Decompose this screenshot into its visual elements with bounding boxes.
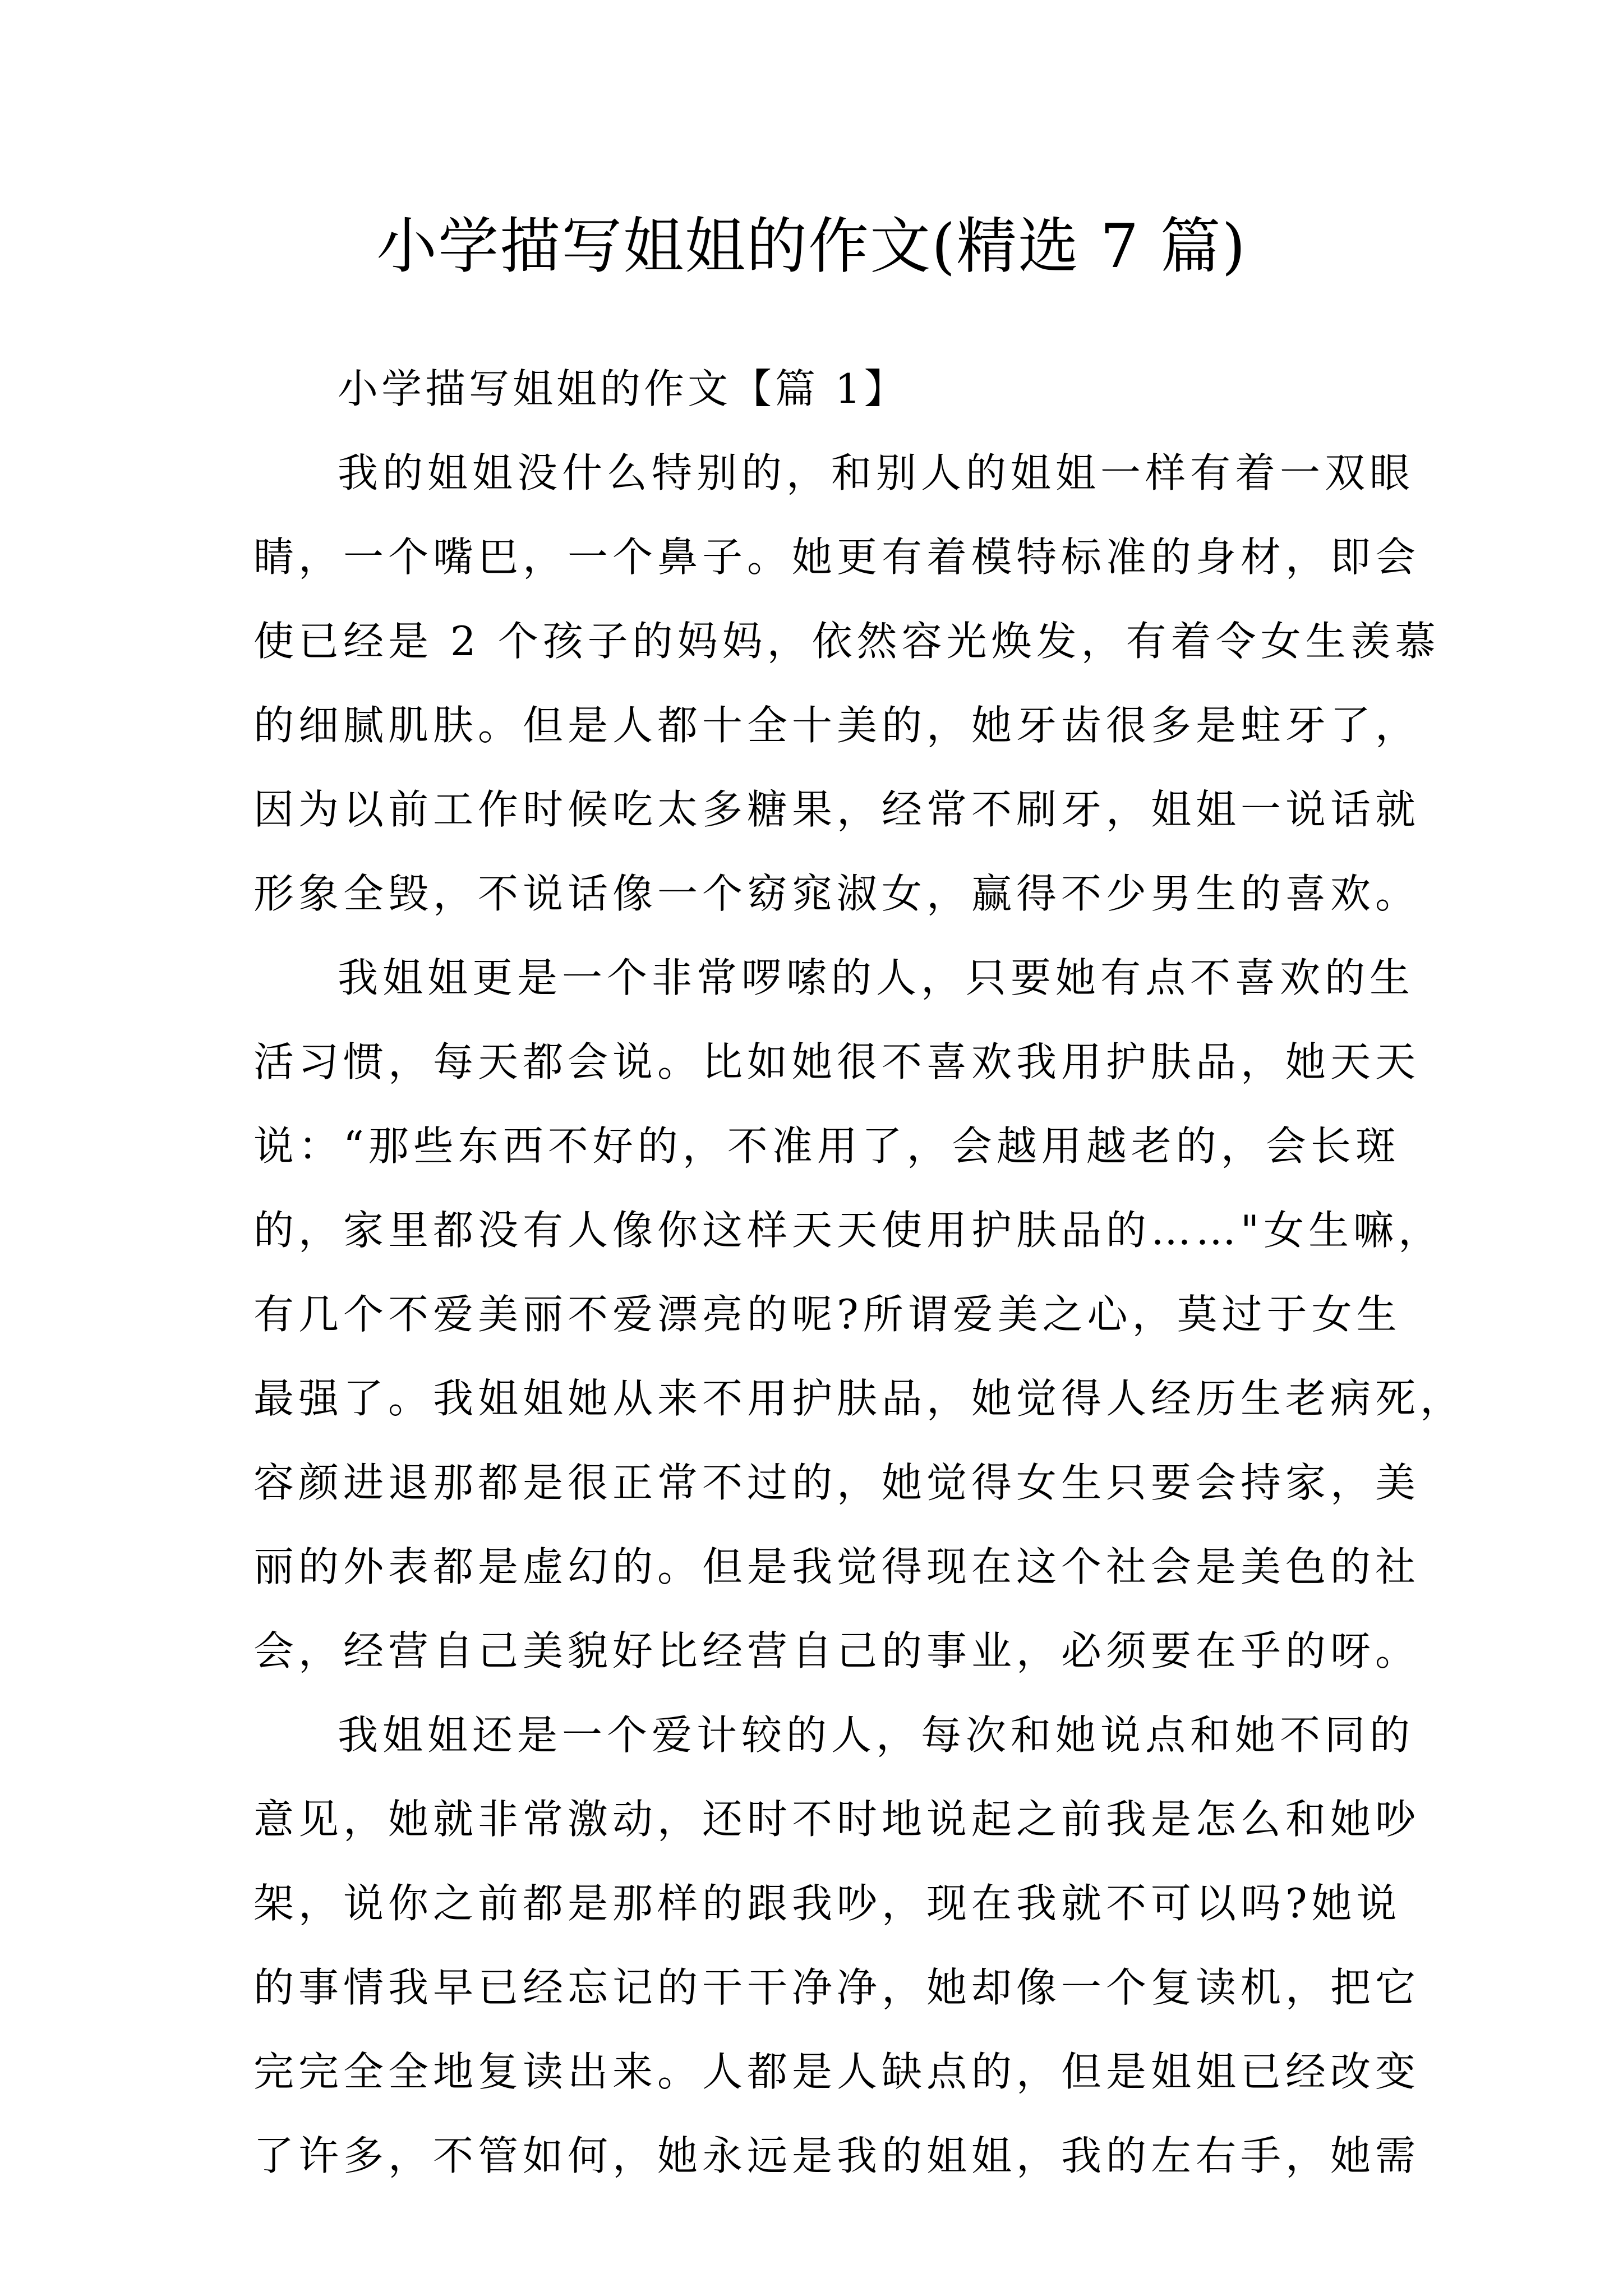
paragraph-line: 容颜进退那都是很正常不过的，她觉得女生只要会持家，美 bbox=[253, 1459, 1421, 1506]
paragraph-line: 最强了。我姐姐她从来不用护肤品，她觉得人经历生老病死， bbox=[253, 1375, 1465, 1422]
paragraph-line: 我姐姐还是一个爱计较的人，每次和她说点和她不同的 bbox=[338, 1711, 1415, 1759]
paragraph-line: 说：“那些东西不好的，不准用了，会越用越老的，会长斑 bbox=[253, 1122, 1400, 1170]
paragraph-line: 使已经是 2 个孩子的妈妈，依然容光焕发，有着令女生羡慕 bbox=[253, 618, 1440, 665]
paragraph-line: 形象全毁，不说话像一个窈窕淑女，赢得不少男生的喜欢。 bbox=[253, 870, 1421, 917]
paragraph-line: 的事情我早已经忘记的干干净净，她却像一个复读机，把它 bbox=[253, 1964, 1421, 2011]
paragraph-line: 的，家里都没有人像你这样天天使用护肤品的……"女生嘛， bbox=[253, 1207, 1444, 1254]
paragraph-line: 了许多，不管如何，她永远是我的姐姐，我的左右手，她需 bbox=[253, 2132, 1421, 2179]
paragraph-line: 活习惯，每天都会说。比如她很不喜欢我用护肤品，她天天 bbox=[253, 1038, 1421, 1085]
section-heading: 小学描写姐姐的作文【篇 1】 bbox=[338, 365, 908, 412]
paragraph-line: 完完全全地复读出来。人都是人缺点的，但是姐姐已经改变 bbox=[253, 2048, 1421, 2095]
paragraph-line: 有几个不爱美丽不爱漂亮的呢?所谓爱美之心，莫过于女生 bbox=[253, 1291, 1401, 1338]
paragraph-line: 架，说你之前都是那样的跟我吵，现在我就不可以吗?她说 bbox=[253, 1880, 1401, 1927]
paragraph-line: 因为以前工作时候吃太多糖果，经常不刷牙，姐姐一说话就 bbox=[253, 786, 1421, 833]
document-title: 小学描写姐姐的作文(精选 7 篇) bbox=[376, 211, 1247, 282]
document-body bbox=[253, 347, 1465, 2198]
paragraph-line: 的细腻肌肤。但是人都十全十美的，她牙齿很多是蛀牙了， bbox=[253, 702, 1421, 749]
paragraph-line: 我姐姐更是一个非常啰嗦的人，只要她有点不喜欢的生 bbox=[338, 954, 1415, 1001]
paragraph-line: 会，经营自己美貌好比经营自己的事业，必须要在乎的呀。 bbox=[253, 1627, 1421, 1674]
paragraph-line: 睛，一个嘴巴，一个鼻子。她更有着模特标准的身材，即会 bbox=[253, 533, 1421, 581]
paragraph-line: 我的姐姐没什么特别的，和别人的姐姐一样有着一双眼 bbox=[338, 449, 1415, 496]
paragraph-line: 意见，她就非常激动，还时不时地说起之前我是怎么和她吵 bbox=[253, 1796, 1421, 1843]
paragraph-line: 丽的外表都是虚幻的。但是我觉得现在这个社会是美色的社 bbox=[253, 1543, 1421, 1590]
